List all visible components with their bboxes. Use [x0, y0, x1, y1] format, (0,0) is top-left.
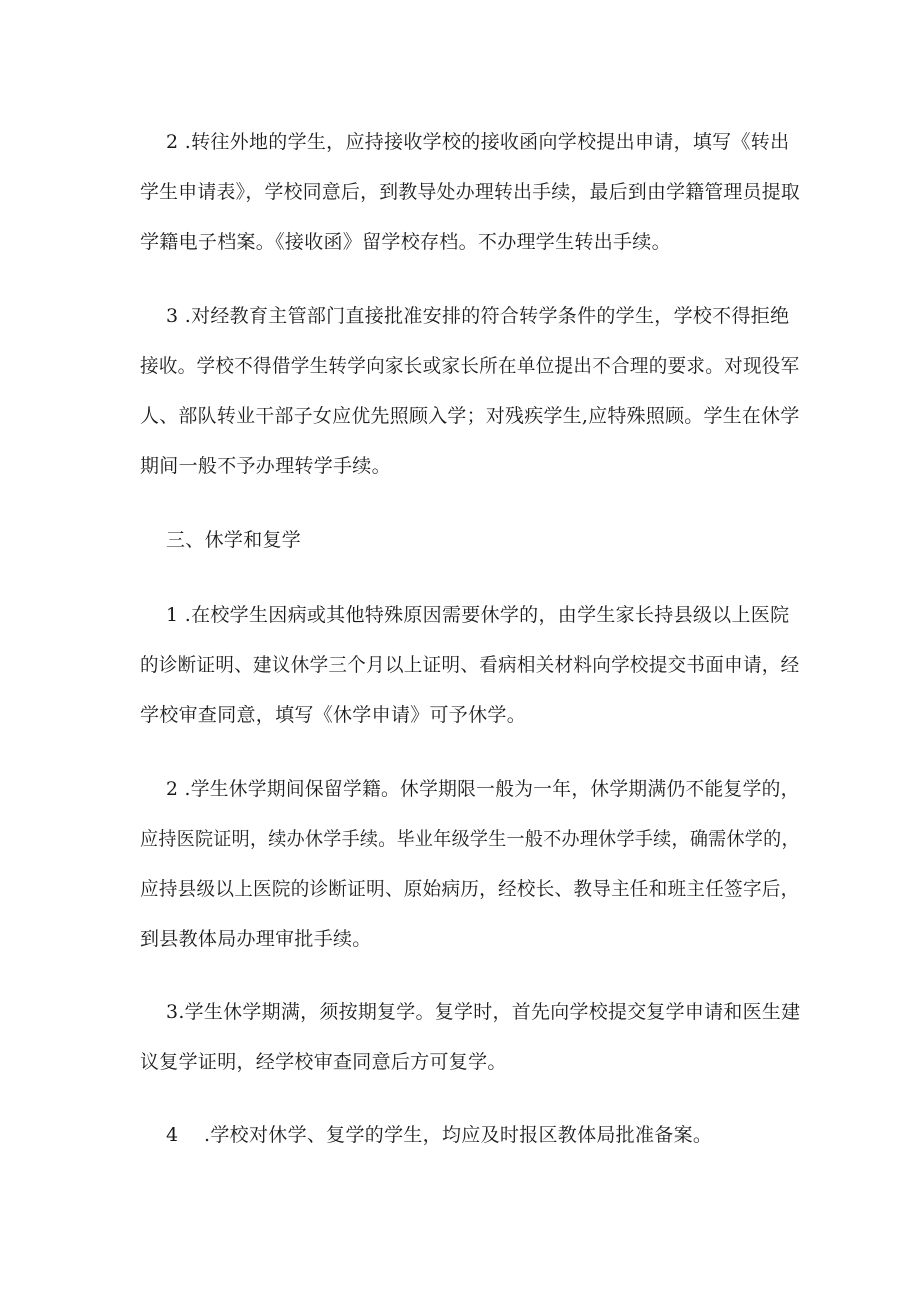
- text-line: 的诊断证明、建议休学三个月以上证明、看病相关材料向学校提交书面申请，经: [140, 654, 800, 676]
- text-line: 到县教体局办理审批手续。: [140, 928, 372, 950]
- text-line: 人、部队转业干部子女应优先照顾入学；对残疾学生,应特殊照顾。学生在休学: [140, 405, 800, 427]
- text-line: 应持县级以上医院的诊断证明、原始病历，经校长、教导主任和班主任签字后，: [140, 878, 800, 900]
- text-line: 学校审查同意，填写《休学申请》可予休学。: [140, 704, 527, 726]
- text-line: 期间一般不予办理转学手续。: [140, 455, 391, 477]
- text-line: 1 .在校学生因病或其他特殊原因需要休学的，由学生家长持县级以上医院: [166, 604, 790, 626]
- text-line: 接收。学校不得借学生转学向家长或家长所在单位提出不合理的要求。对现役军: [140, 355, 800, 377]
- text-line: 3 .对经教育主管部门直接批准安排的符合转学条件的学生，学校不得拒绝: [166, 305, 790, 327]
- text-line: 学生申请表》，学校同意后，到教导处办理转出手续，最后到由学籍管理员提取: [140, 181, 801, 203]
- text-line: 3.学生休学期满，须按期复学。复学时，首先向学校提交复学申请和医生建: [166, 1001, 801, 1023]
- text-line: 2 .转往外地的学生，应持接收学校的接收函向学校提出申请，填写《转出: [166, 131, 790, 153]
- text-line: 2 .学生休学期间保留学籍。休学期限一般为一年，休学期满仍不能复学的，: [166, 778, 800, 800]
- text-line: 学籍电子档案。《接收函》留学校存档。不办理学生转出手续。: [140, 231, 671, 253]
- text-line: 议复学证明，经学校审查同意后方可复学。: [140, 1051, 507, 1073]
- text-line: 应持医院证明，续办休学手续。毕业年级学生一般不办理休学手续，确需休学的，: [140, 828, 800, 850]
- section-heading: 三、休学和复学: [166, 529, 302, 551]
- text-line: 4 .学校对休学、复学的学生，均应及时报区教体局批准备案。: [166, 1124, 713, 1146]
